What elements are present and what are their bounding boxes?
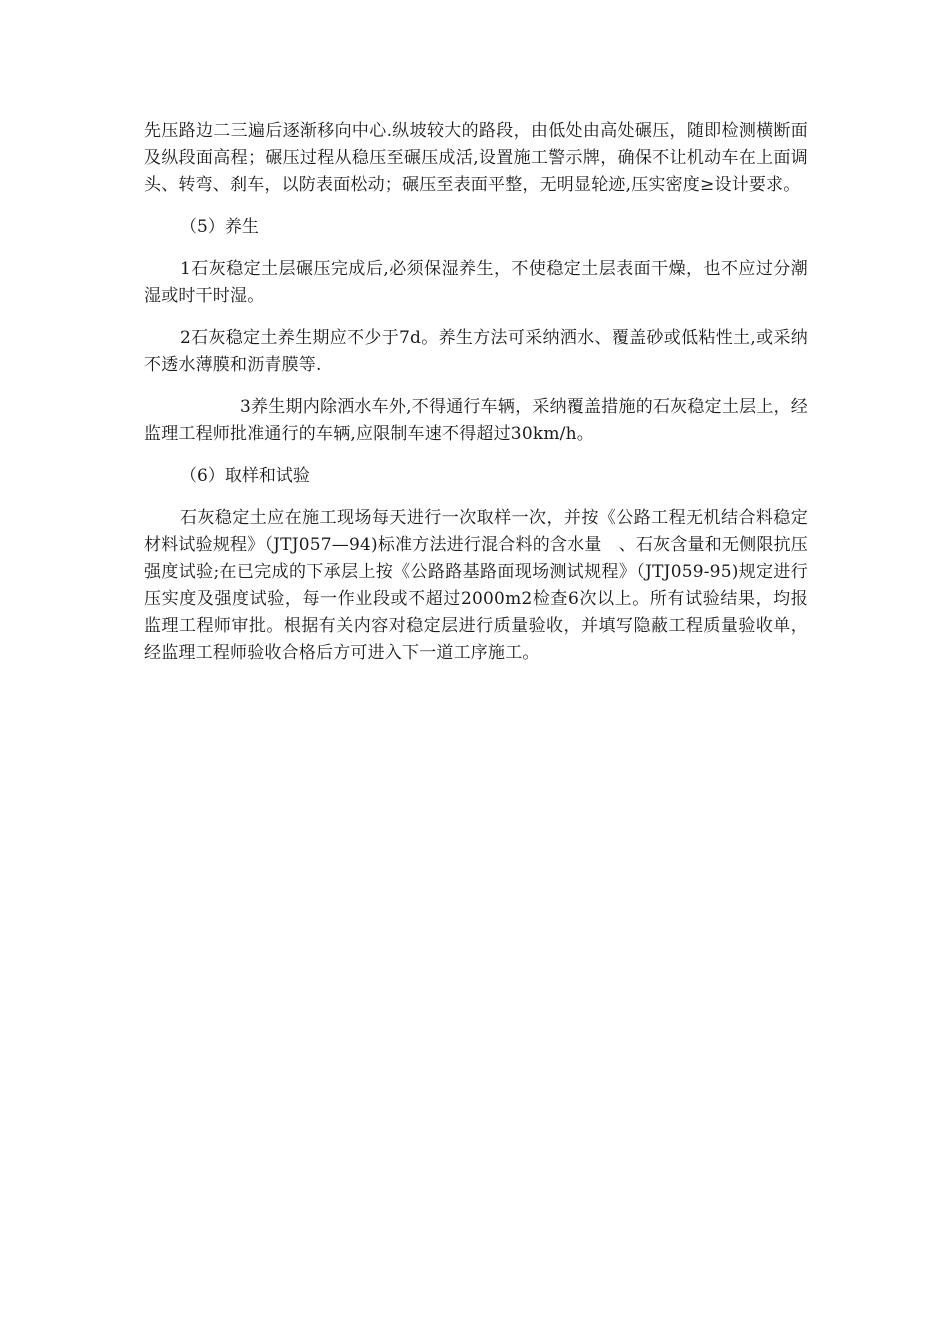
paragraph-curing-3: 3养生期内除洒水车外,不得通行车辆，采纳覆盖措施的石灰稳定土层上，经监理工程师批准通行的车辆,应限制车速不得超过30km/h。 [144, 397, 808, 444]
section-heading-sampling: （6）取样和试验 [180, 466, 310, 486]
paragraph-sampling: 石灰稳定土应在施工现场每天进行一次取样一次，并按《公路工程无机结合料稳定材料试验规程》（JTJ057—94)标准方法进行混合料的含水量 、石灰含量和无侧限抗压强度试验;在已完成的下承层上按《公路路基路面现场测试规程》（JTJ059-95)规定进行压实度及强度试验，每一作业段或不超过2000m2检查6次以上。所有试验结果，均报监理工程师审批。根据有关内容对稳定层进行质量验收，并填写隐蔽工程质量验收单，经监理工程师验收合格后方可进入下一道工序施工。 [144, 508, 808, 663]
paragraph-curing-1: 1石灰稳定土层碾压完成后,必须保湿养生，不使稳定土层表面干燥，也不应过分潮湿或时干时湿。 [144, 259, 808, 306]
paragraph-curing-2: 2石灰稳定土养生期应不少于7d。养生方法可采纳洒水、覆盖砂或低粘性土,或采纳不透水薄膜和沥青膜等. [144, 328, 808, 375]
paragraph-compaction: 先压路边二三遍后逐渐移向中心.纵坡较大的路段，由低处由高处碾压，随即检测横断面及纵段面高程；碾压过程从稳压至碾压成活,设置施工警示牌，确保不让机动车在上面调头、转弯、刹车，以防表面松动；碾压至表面平整，无明显轮迹,压实密度≥设计要求。 [144, 121, 808, 195]
section-heading-curing: （5）养生 [180, 217, 259, 237]
document-body [144, 118, 808, 682]
